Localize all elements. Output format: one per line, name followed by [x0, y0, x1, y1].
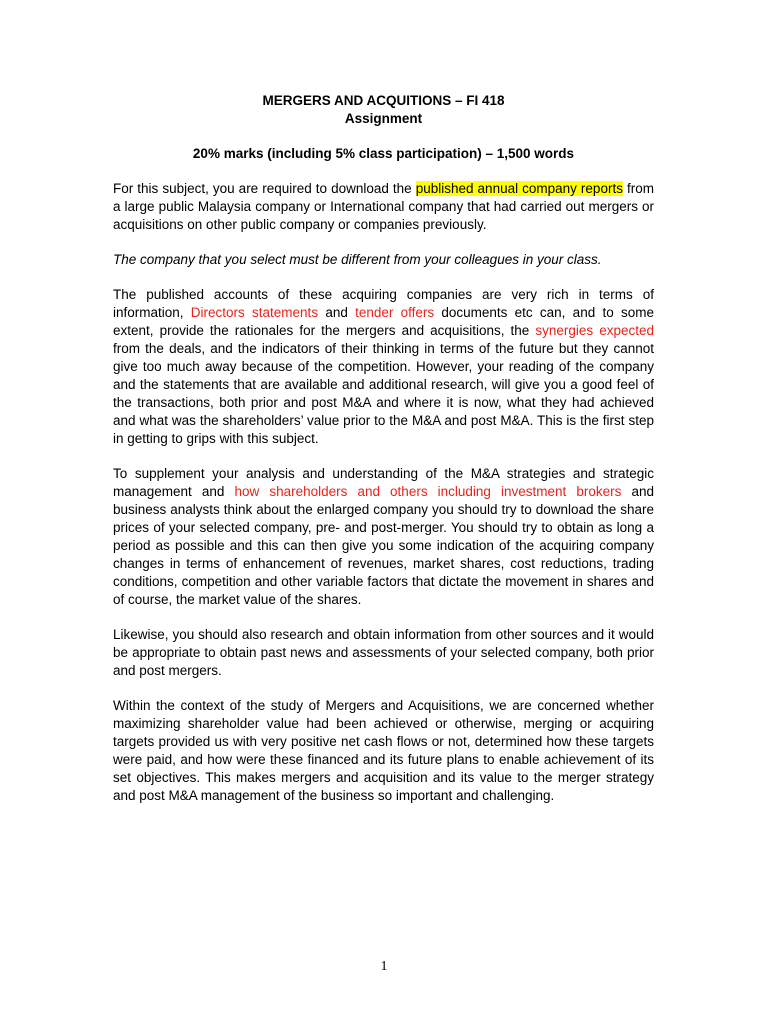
highlighted-text: published annual company reports — [415, 181, 623, 196]
document-body — [113, 92, 654, 805]
text-run: The published accounts of these acquiring companies are very rich in terms of information, — [113, 287, 654, 320]
paragraph-2: The company that you select must be different from your colleagues in your class. — [113, 252, 602, 267]
text-run: To supplement your analysis and understanding of the M&A strategies and strategic management and — [113, 466, 654, 499]
paragraph-1 — [113, 180, 654, 234]
paragraph-6: Within the context of the study of Mergers and Acquisitions, we are concerned whether maximizing shareholder value had been achieved or otherwise, merging or acquiring targets provided us with very positive net cash flows or not, determined how these targets were paid, and how were these financed and its future plans to enable achievement of its set objectives. This makes mergers and acquisition and its value to the merger strategy and post M&A management of the business so important and challenging. — [113, 698, 654, 803]
text-run: documents etc can, and to some extent, provide the rationales for the mergers and acquisitions, the — [113, 305, 654, 338]
text-run: For this subject, you are required to download the — [113, 181, 416, 196]
paragraph-5: Likewise, you should also research and obtain information from other sources and it would be appropriate to obtain past news and assessments of your selected company, both prior and post mergers. — [113, 627, 654, 678]
text-run: from a large public Malaysia company or International company that had carried out mergers or acquisitions on other public company or companies previously. — [113, 181, 654, 232]
text-run: and — [318, 305, 356, 320]
red-text: Directors statements — [190, 305, 319, 320]
paragraph-3 — [113, 286, 654, 448]
paragraph-4 — [113, 465, 654, 609]
red-text: synergies expected — [535, 323, 654, 338]
text-run: and business analysts think about the enlarged company you should try to download the share prices of your selected company, pre- and post-merger. You should try to obtain as long a period as possible and this can then give you some indication of the acquiring company changes in terms of enhancement of revenues, market shares, cost reductions, trading conditions, competition and other variable factors that dictate the movement in shares and of course, the market value of the shares. — [113, 484, 654, 607]
marks-line: 20% marks (including 5% class participation) – 1,500 words — [192, 146, 575, 161]
document-title: MERGERS AND ACQUITIONS – FI 418 — [262, 93, 505, 108]
red-text: tender offers — [355, 305, 435, 320]
red-text: how shareholders and others including investment brokers — [234, 484, 622, 499]
page-number: 1 — [380, 959, 388, 974]
text-run: from the deals, and the indicators of their thinking in terms of the future but they cannot give too much away because of the competition. However, your reading of the company and the statements that are available and additional research, will give you a good feel of the transactions, both prior and post M&A and where it is now, what they had achieved and what was the shareholders’ value prior to the M&A and post M&A. This is the first step in getting to grips with this subject. — [113, 341, 654, 446]
document-subtitle: Assignment — [344, 111, 423, 126]
